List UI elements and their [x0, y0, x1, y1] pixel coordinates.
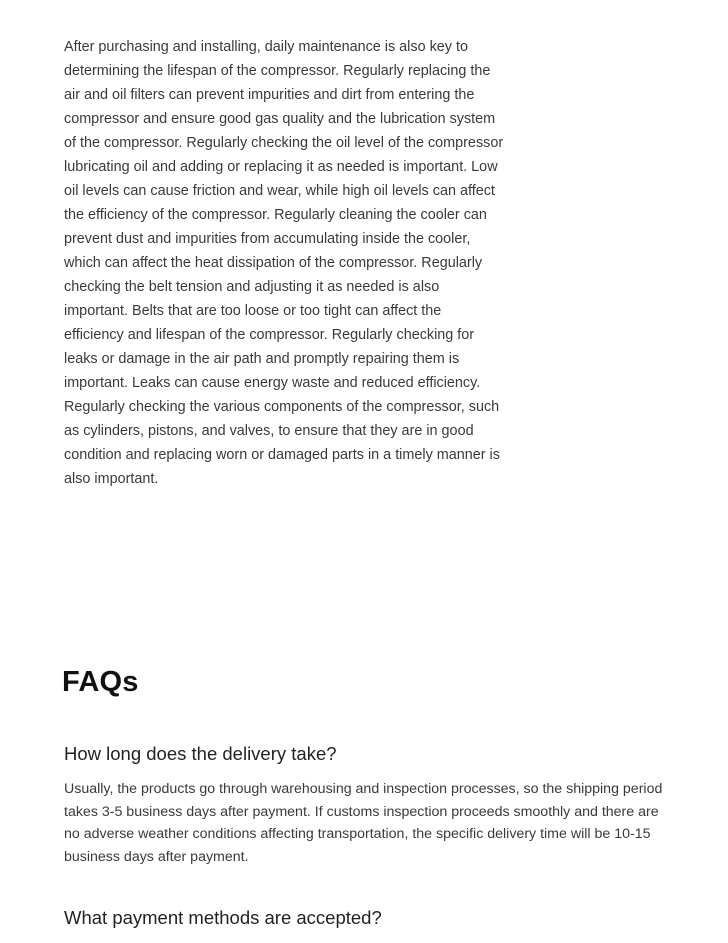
faq-answer-delivery: Usually, the products go through warehousing and inspection processes, so the shipping period takes 3-5 business days after payment. If customs inspection proceeds smoothly and there are no adverse weather conditions affecting transportation, the specific delivery time will be 10-15 business days after payment.	[64, 781, 663, 865]
faq-question-delivery: How long does the delivery take?	[64, 743, 337, 764]
maintenance-paragraph: After purchasing and installing, daily maintenance is also key to determining the lifespan of the compressor. Regularly replacing the air and oil filters can prevent impurities and dirt from entering the compressor and ensure good gas quality and the lubrication system of the compressor. Regularly checking the oil level of the compressor lubricating oil and adding or replacing it as needed is important. Low oil levels can cause friction and wear, while high oil levels can affect the efficiency of the compressor. Regularly cleaning the cooler can prevent dust and impurities from accumulating inside the cooler, which can affect the heat dissipation of the compressor. Regularly checking the belt tension and adjusting it as needed is also important. Belts that are too loose or too tight can affect the efficiency and lifespan of the compressor. Regularly checking for leaks or damage in the air path and promptly repairing them is important. Leaks can cause energy waste and reduced efficiency. Regularly checking the various components of the compressor, such as cylinders, pistons, and valves, to ensure that they are in good condition and replacing worn or damaged parts in a timely manner is also important.	[64, 39, 504, 487]
faq-heading: FAQs	[62, 666, 139, 698]
faq-question-payment: What payment methods are accepted?	[64, 907, 382, 928]
